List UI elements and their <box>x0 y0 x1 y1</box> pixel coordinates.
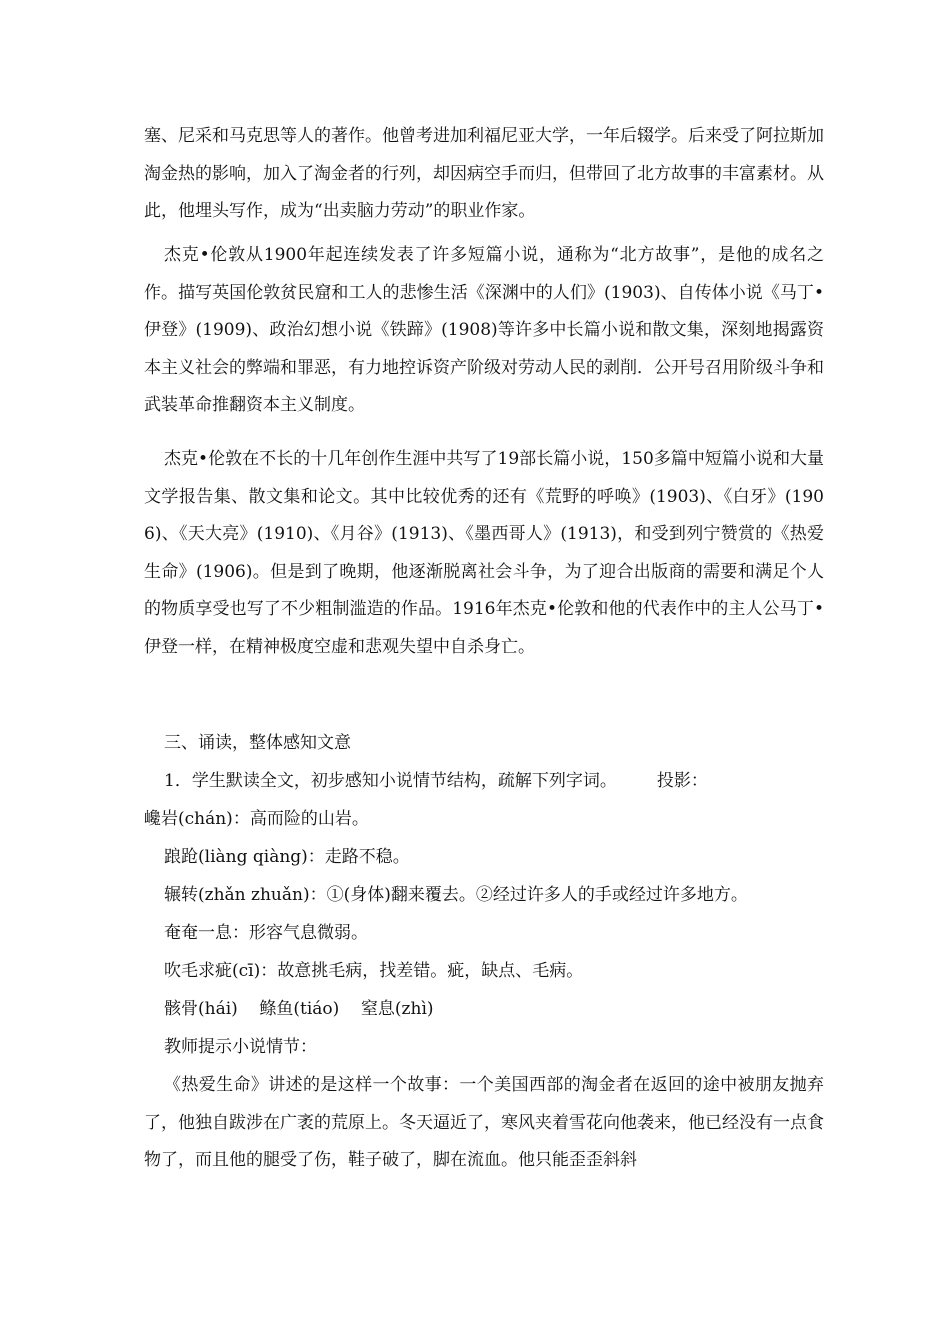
vocab-item-3: 辗转(zhǎn zhuǎn)：①(身体)翻来覆去。②经过许多人的手或经过许多地方。 <box>164 885 748 905</box>
task-1-line <box>164 769 844 793</box>
paragraph-3: 杰克•伦敦在不长的十几年创作生涯中共写了19部长篇小说，150多篇中短篇小说和大量文学报告集、散文集和论文。其中比较优秀的还有《荒野的呼唤》(1903)、《白牙》(1906)、《天大亮》(1910)、《月谷》(1913)、《墨西哥人》(1913)，和受到列宁赞赏的《热爱生命》(1906)。但是到了晚期，他逐渐脱离社会斗争，为了迎合出版商的需要和满足个人的物质享受也写了不少粗制滥造的作品。1916年杰克•伦敦和他的代表作中的主人公马丁•伊登一样，在精神极度空虚和悲观失望中自杀身亡。 <box>144 449 824 657</box>
vocab-item-6: 骸骨(hái) 鲦鱼(tiáo) 窒息(zhì) <box>164 999 434 1019</box>
teacher-hint: 教师提示小说情节： <box>164 1037 317 1057</box>
vocab-item-2: 踉跄(liàng qiàng)：走路不稳。 <box>164 847 410 867</box>
paragraph-1-block <box>144 118 824 231</box>
paragraph-4-block <box>144 1067 824 1180</box>
paragraph-1: 塞、尼采和马克思等人的著作。他曾考进加利福尼亚大学，一年后辍学。后来受了阿拉斯加淘金热的影响，加入了淘金者的行列，却因病空手而归，但带回了北方故事的丰富素材。从此，他埋头写作，成为“出卖脑力劳动”的职业作家。 <box>144 126 824 222</box>
vocab-item-4: 奄奄一息：形容气息微弱。 <box>164 923 368 943</box>
paragraph-2-block <box>144 237 824 425</box>
vocab-item-5: 吹毛求疵(cī)：故意挑毛病，找差错。疵，缺点、毛病。 <box>164 961 584 981</box>
task-1-text: 1．学生默读全文，初步感知小说情节结构，疏解下列字词。 <box>164 771 617 791</box>
paragraph-4: 《热爱生命》讲述的是这样一个故事：一个美国西部的淘金者在返回的途中被朋友抛弃了，他独自跋涉在广袤的荒原上。冬天逼近了，寒风夹着雪花向他袭来，他已经没有一点食物了，而且他的腿受了伤，鞋子破了，脚在流血。他只能歪歪斜斜 <box>144 1075 824 1171</box>
section-heading: 三、诵读，整体感知文意 <box>164 733 351 753</box>
paragraph-2: 杰克•伦敦从1900年起连续发表了许多短篇小说，通称为“北方故事”，是他的成名之作。描写英国伦敦贫民窟和工人的悲惨生活《深渊中的人们》(1903)、自传体小说《马丁•伊登》(1909)、政治幻想小说《铁蹄》(1908)等许多中长篇小说和散文集，深刻地揭露资本主义社会的弊端和罪恶，有力地控诉资产阶级对劳动人民的剥削．公开号召用阶级斗争和武装革命推翻资本主义制度。 <box>144 245 824 416</box>
paragraph-3-block <box>144 441 824 667</box>
projection-label: 投影： <box>656 771 708 791</box>
vocab-item-1: 巉岩(chán)：高而险的山岩。 <box>144 809 369 829</box>
